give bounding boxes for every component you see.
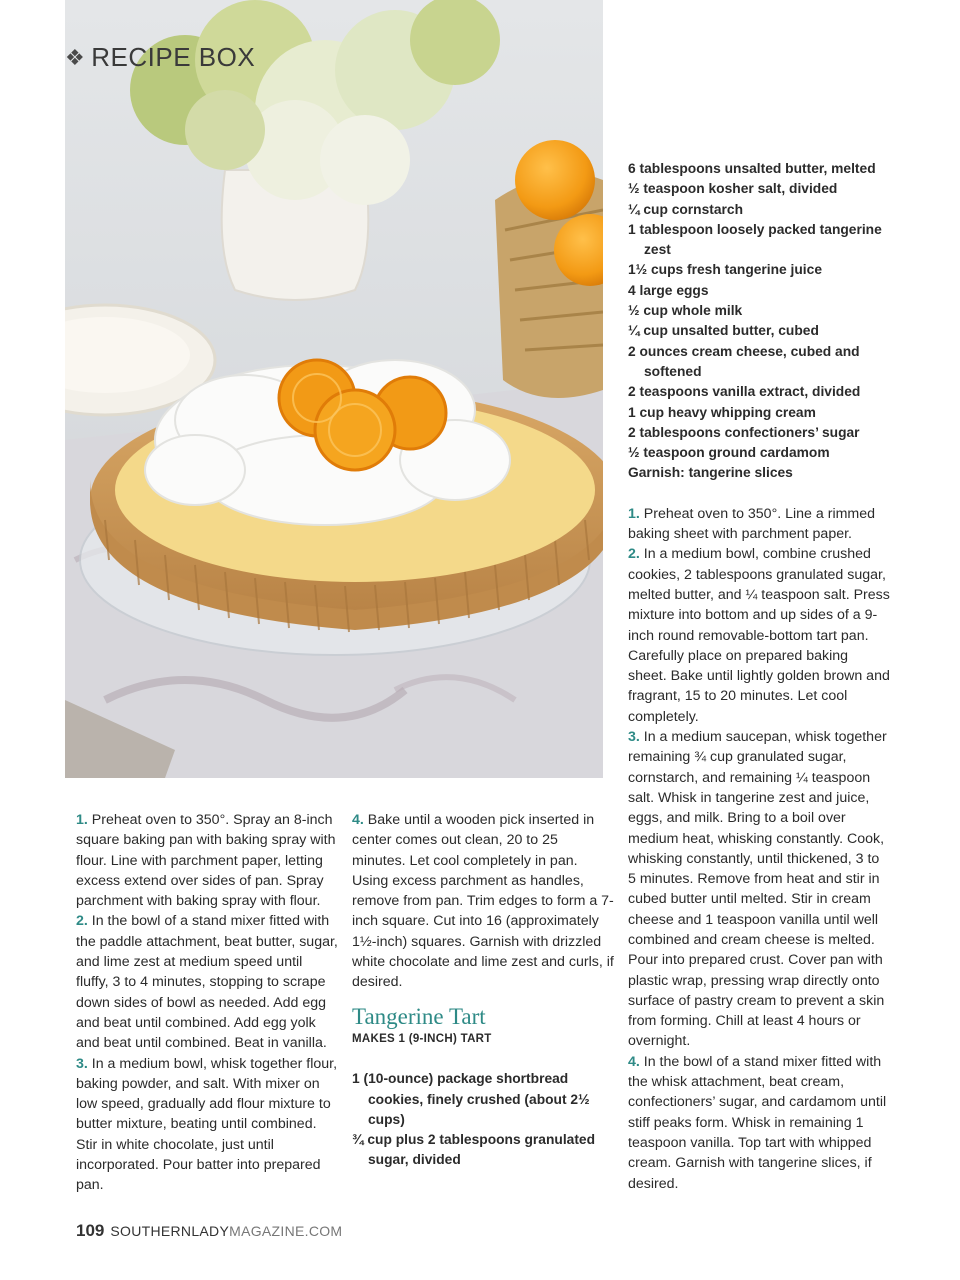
prev-step [76,911,338,1053]
step-number: 4. [628,1053,640,1070]
spacer [628,484,890,504]
step-text: Preheat oven to 350°. Spray an 8-inch square baking pan with baking spray with flour. Line with parchment paper, letting excess extend over sides of pan. Spray parchment with baking spray with flour. [76,812,336,910]
ingredient-item: ¾ cup plus 2 tablespoons granulated sugar, divided [352,1132,596,1168]
ingredient-item: ½ teaspoon kosher salt, divided [628,181,838,197]
ingredient-item: ¼ cup unsalted butter, cubed [628,323,819,339]
step-text: In a medium bowl, whisk together flour, baking powder, and salt. With mixer on low speed, gradually add flour mixture to butter mixture, beating until combined. Stir in white chocolate, just until incorporated. Pour batter into prepared pan. [76,1055,338,1194]
step-number: 3. [628,729,640,746]
ingredient-item: ¼ cup cornstarch [628,201,744,217]
ingredient-item: 1 tablespoon loosely packed tangerine zest [628,221,882,258]
step-number: 2. [76,913,88,930]
prev-step [352,810,614,993]
prev-step [76,1054,338,1196]
ingredient-item: 2 tablespoons confectioners’ sugar [628,424,860,440]
site-domain: MAGAZINE.COM [229,1223,343,1239]
prev-step [76,810,338,911]
step-number: 2. [628,546,640,563]
step-text: In a medium saucepan, whisk together remaining ¾ cup granulated sugar, cornstarch, and remaining ¼ teaspoon salt. Whisk in tangerine zest and juice, eggs, and milk. Bring to a boil over medium heat, whisking constantly. Cook, whisking constantly, until thickened, 3 to 5 minutes. Remove from heat and stir in cubed butter until melted. Stir in cream cheese and 1 teaspoon vanilla until well combined and cream cheese is melted. Pour into prepared crust. Cover pan with plastic wrap, pressing wrap directly onto surface of pastry cream to prevent a skin from forming. Chill at least 4 hours or overnight. [628,729,887,1050]
ingredient-item: Garnish: tangerine slices [628,465,793,481]
ingredient-item: 6 tablespoons unsalted butter, melted [628,161,876,176]
page-number: 109 [76,1221,105,1240]
ingredient-list [628,159,890,484]
step-text: In the bowl of a stand mixer fitted with the whisk attachment, beat cream, confectioners’ sugar, and cardamom until stiff peaks form. Whisk in remaining 1 teaspoon vanilla. Top tart with whipped cream. Garnish with tangerine slices, if desired. [628,1053,887,1192]
column-middle [352,810,614,1171]
step-number: 4. [352,812,364,828]
recipe-step [628,1052,890,1194]
column-right [628,159,890,1194]
recipe-step [628,544,890,727]
ingredient-item: 1 cup heavy whipping cream [628,404,816,420]
step-number: 3. [76,1055,88,1072]
recipe-step [628,504,890,545]
ingredient-item: 2 ounces cream cheese, cubed and softened [628,343,860,379]
ingredient-item: 1½ cups fresh tangerine juice [628,262,822,278]
recipe-yield: MAKES 1 (9-INCH) TART [352,1032,492,1045]
four-diamond-ornament-icon: ❖ [65,44,86,70]
step-text: Preheat oven to 350°. Line a rimmed baking sheet with parchment paper. [628,505,876,543]
recipe-title: Tangerine Tart [352,1003,486,1029]
site-url [110,1223,342,1239]
section-label-text: RECIPE BOX [91,42,256,72]
step-text: In the bowl of a stand mixer fitted with the paddle attachment, beat butter, sugar, and lime zest at medium speed until fluffy, 3 to 4 minutes, stopping to scrape down sides of bowl as needed. Add egg and beat until combined. Add egg yolk and beat until combined. Beat in vanilla. [76,913,338,1052]
step-number: 1. [76,812,88,828]
step-number: 1. [628,505,640,522]
ingredient-item: ½ cup whole milk [628,303,743,319]
step-text: In a medium bowl, combine crushed cookies, 2 tablespoons granulated sugar, melted butter, and ¼ teaspoon salt. Press mixture into bottom and up sides of a 9-inch round removable-bottom tart pan. Carefully place on prepared baking sheet. Bake until lightly golden brown and fragrant, 15 to 20 minutes. Let cool completely. [628,546,890,725]
ingredient-item: 2 teaspoons vanilla extract, divided [628,384,861,400]
tart-photo [65,0,603,778]
recipe-step [628,727,890,1052]
ingredient-list [352,1069,614,1170]
step-text: Bake until a wooden pick inserted in center comes out clean, 20 to 25 minutes. Let cool completely in pan. Using excess parchment as handles, remove from pan. Trim edges to form a 7-inch square. Cut into 16 (approximately 1½-inch) squares. Garnish with drizzled white chocolate and lime zest and curls, if desired. [352,812,614,991]
ingredient-item: 4 large eggs [628,282,709,298]
ingredient-item: ½ teaspoon ground cardamom [628,445,830,461]
column-left [76,810,338,1196]
ingredient-item: 1 (10-ounce) package shortbread cookies, finely crushed (about 2½ cups) [352,1071,590,1127]
site-name: SOUTHERNLADY [110,1223,230,1239]
section-label [65,42,255,73]
page-footer [76,1221,342,1241]
